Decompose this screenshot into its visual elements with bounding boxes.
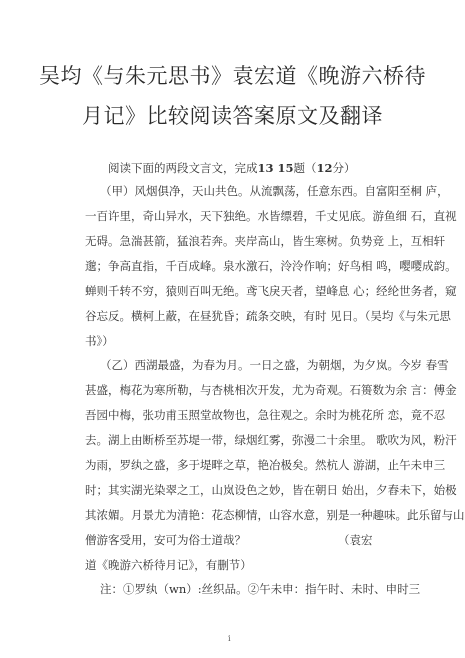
footnote-line: 注：①罗纨（wn）:丝织品。②午未申：指午时、未时、申时三	[100, 582, 421, 596]
text-line-5: 蝉则千转不穷，猿则百叫无绝。鸢飞戾天者，望峰息 心；经纶世务者，窥	[85, 284, 457, 298]
text-line-13: 时；其实湖光染翠之工，山岚设色之妙，皆在朝日 始出，夕舂未下，始极	[85, 483, 457, 497]
text-line-6: 谷忘反。横柯上蔽，在昼犹昏；疏条交映，有时 见日。（吴均《与朱元思	[85, 309, 451, 323]
text-line-10: 吾园中梅，张功甫玉照堂故物也，急往观之。余时为桃花所 恋，竟不忍	[85, 408, 446, 422]
text-line-9: 甚盛，梅花为寒所勒，与杏桃相次开发，尤为奇观。石篑数为余 言：傅金	[85, 383, 457, 397]
text-line-4: 邈；争高直指，千百成峰。泉水激石，泠泠作响；好鸟相 鸣，嘤嘤成韵。	[85, 259, 457, 273]
question-range: 13 15	[257, 161, 294, 175]
document-title-line-1: 吴均《与朱元思书》袁宏道《晚游六桥待	[39, 64, 426, 88]
reading-instruction	[108, 160, 356, 176]
points-value: 12	[316, 161, 333, 175]
text-line-15: 僧游客受用，安可为俗士道哉？	[85, 533, 246, 547]
text-line-7: 书》）	[85, 334, 114, 348]
page-number: i	[228, 634, 231, 643]
text-line-3: 无碍。急湍甚箭，猛浪若奔。夹岸高山，皆生寒树。负势竞 上，互相轩	[85, 234, 446, 248]
text-line-14: 其浓媚。月景尤为清艳：花态柳情，山容水意，别是一种趣味。此乐留与山	[85, 508, 465, 522]
text-line-17: 道《晚游六桥待月记》，有删节）	[85, 558, 252, 572]
document-title-line-2: 月记》比较阅读答案原文及翻译	[82, 104, 383, 128]
instruction-middle: 题（	[293, 161, 317, 175]
text-line-11: 去。湖上由断桥至苏堤一带，绿烟红雾，弥漫二十余里。 歌吹为风，粉汗	[85, 433, 457, 447]
text-line-16: （袁宏	[338, 533, 373, 547]
text-line-12: 为雨，罗纨之盛，多于堤畔之草，艳冶极矣。然杭人 游湖，止午未申三	[85, 458, 446, 472]
instruction-prefix: 阅读下面的两段文言文，完成	[108, 161, 258, 175]
text-line-8: （乙）西湖最盛，为春为月。一日之盛，为朝烟，为夕岚。今岁 春雪	[100, 358, 449, 372]
instruction-end: 分）	[332, 161, 356, 175]
text-line-2: 一百许里，奇山异水，天下独绝。水皆缥碧，千丈见底。游鱼细 石，直视	[85, 209, 457, 223]
text-line-1: （甲）风烟俱净，天山共色。从流飘荡，任意东西。自富阳至桐 庐，	[100, 184, 449, 198]
